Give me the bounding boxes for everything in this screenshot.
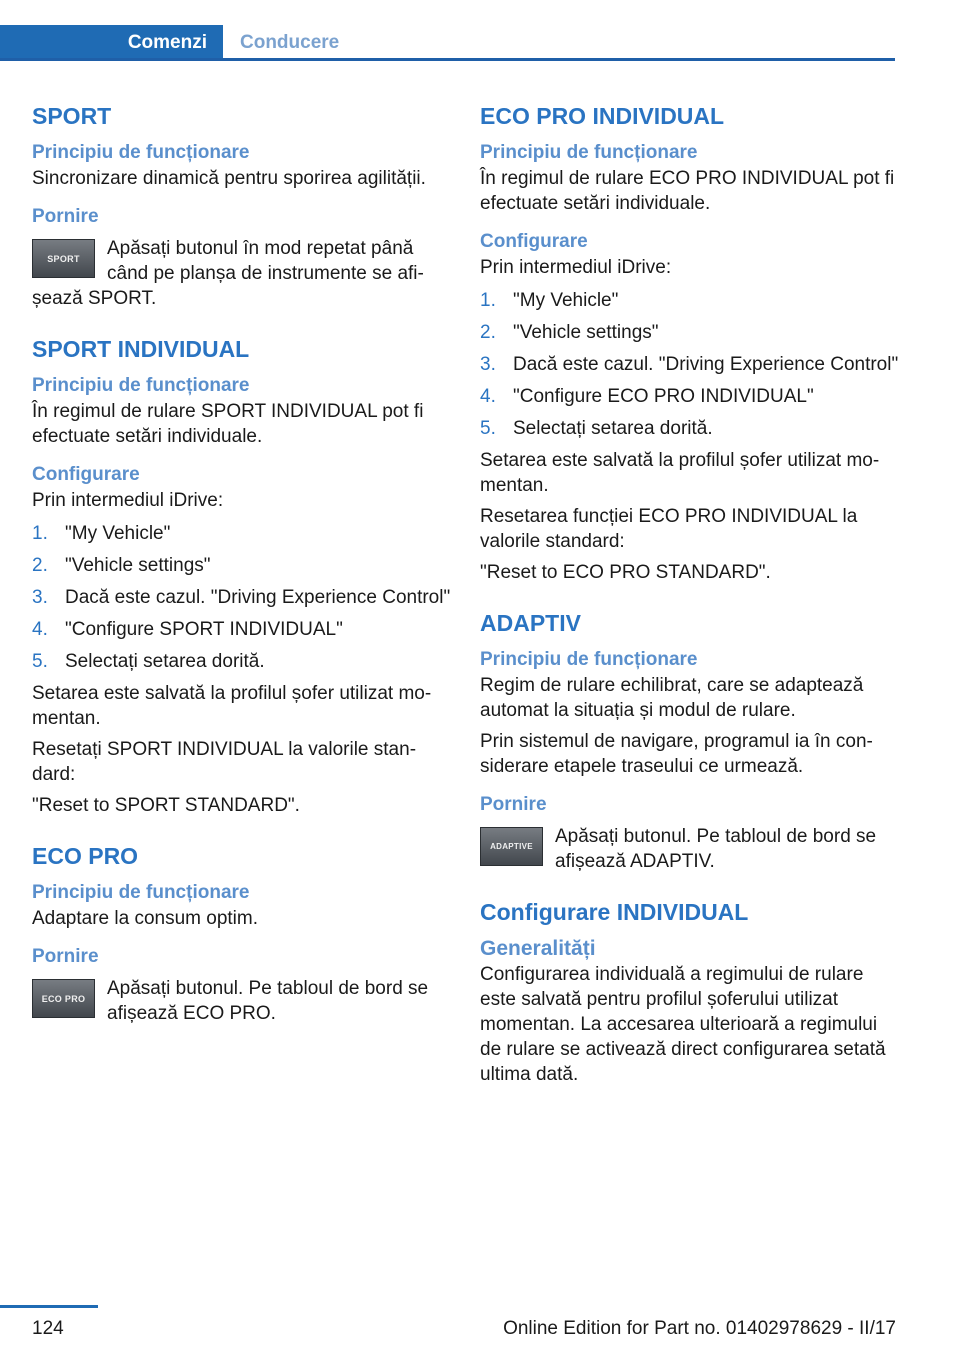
subheading-start: Pornire <box>480 794 547 815</box>
paragraph: Apăsați butonul. Pe tabloul de bord se afișează ECO PRO. <box>107 978 429 1024</box>
start-instruction <box>32 976 452 1026</box>
section-title-adaptiv: ADAPTIV <box>480 610 581 636</box>
list-item: 5. Selectați setarea dorită. <box>32 651 265 672</box>
right-column <box>480 100 900 1087</box>
list-item: 1. "My Vehicle" <box>32 523 171 544</box>
subheading-principle: Principiu de funcționare <box>480 649 698 670</box>
paragraph: Sincronizare dinamică pentru sporirea agilității. <box>32 168 426 189</box>
sport-button-image: SPORT <box>32 239 95 278</box>
subheading-principle: Principiu de funcționare <box>480 142 698 163</box>
paragraph: Prin intermediul iDrive: <box>32 490 224 511</box>
list-item: 3. Dacă este cazul. "Driving Experience Control" <box>480 354 899 375</box>
paragraph: În regimul de rulare SPORT INDIVIDUAL pot fi efectuate setări individuale. <box>32 401 424 447</box>
paragraph: Prin sistemul de navigare, programul ia în considerare etapele traseului ce urmează. <box>480 731 873 777</box>
section-title-config-individual: Configurare INDIVIDUAL <box>480 899 749 925</box>
paragraph: Regim de rulare echilibrat, care se adaptează automat la situația și modul de rulare. <box>480 675 864 721</box>
tab-comenzi[interactable]: Comenzi <box>0 25 223 61</box>
eco-pro-button-image: ECO PRO <box>32 979 95 1018</box>
section-title-eco-pro: ECO PRO <box>32 843 139 869</box>
tab-conducere[interactable]: Conducere <box>240 32 340 53</box>
list-item: 4. "Configure ECO PRO INDIVIDUAL" <box>480 386 814 407</box>
subheading-principle: Principiu de funcționare <box>32 882 250 903</box>
section-title-eco-pro-individual: ECO PRO INDIVIDUAL <box>480 103 725 129</box>
paragraph: Prin intermediul iDrive: <box>480 257 672 278</box>
list-item: 3. Dacă este cazul. "Driving Experience Control" <box>32 587 451 608</box>
list-item: 4. "Configure SPORT INDIVIDUAL" <box>32 619 343 640</box>
subheading-start: Pornire <box>32 206 99 227</box>
list-item: 2. "Vehicle settings" <box>32 555 211 576</box>
header-tabbar <box>0 25 895 61</box>
paragraph: Resetarea funcției ECO PRO INDIVIDUAL la valorile standard: <box>480 506 858 552</box>
edition-note: Online Edition for Part no. 01402978629 - II/17 <box>503 1318 896 1339</box>
paragraph: Resetați SPORT INDIVIDUAL la valorile standard: <box>32 739 417 785</box>
paragraph: Apăsați butonul în mod repetat până când pe planșa de instrumente se afișează SPORT. <box>32 238 424 309</box>
paragraph: Setarea este salvată la profilul șofer utilizat momentan. <box>32 683 432 729</box>
list-item: 2. "Vehicle settings" <box>480 322 659 343</box>
start-instruction <box>32 236 452 311</box>
subheading-start: Pornire <box>32 946 99 967</box>
paragraph: Configurarea individuală a regimului de rulare este salvată pentru profilul șoferului utilizat momentan. La accesarea ulterioară a regimului de rulare se activează direct configurarea setată ultima dată. <box>480 964 886 1085</box>
section-title-sport: SPORT <box>32 103 112 129</box>
section-title-sport-individual: SPORT INDIVIDUAL <box>32 336 250 362</box>
subheading-principle: Principiu de funcționare <box>32 142 250 163</box>
start-instruction <box>480 824 900 874</box>
tabbar-underline <box>0 58 895 61</box>
subheading-general: Generalități <box>480 937 596 960</box>
footer-rule <box>0 1305 98 1308</box>
paragraph: Setarea este salvată la profilul șofer utilizat momentan. <box>480 450 880 496</box>
subheading-config: Configurare <box>32 464 140 485</box>
subheading-config: Configurare <box>480 231 588 252</box>
left-column <box>32 100 452 1026</box>
paragraph: Apăsați butonul. Pe tabloul de bord se afișează ADAPTIV. <box>555 826 877 872</box>
page-number: 124 <box>32 1318 64 1339</box>
list-item: 5. Selectați setarea dorită. <box>480 418 713 439</box>
steps-list <box>32 521 452 674</box>
paragraph: "Reset to ECO PRO STANDARD". <box>480 562 771 583</box>
subheading-principle: Principiu de funcționare <box>32 375 250 396</box>
paragraph: "Reset to SPORT STANDARD". <box>32 795 300 816</box>
paragraph: Adaptare la consum optim. <box>32 908 259 929</box>
adaptive-button-image: ADAPTIVE <box>480 827 543 866</box>
steps-list <box>480 288 900 441</box>
paragraph: În regimul de rulare ECO PRO INDIVIDUAL pot fi efectuate setări individuale. <box>480 168 895 214</box>
list-item: 1. "My Vehicle" <box>480 290 619 311</box>
